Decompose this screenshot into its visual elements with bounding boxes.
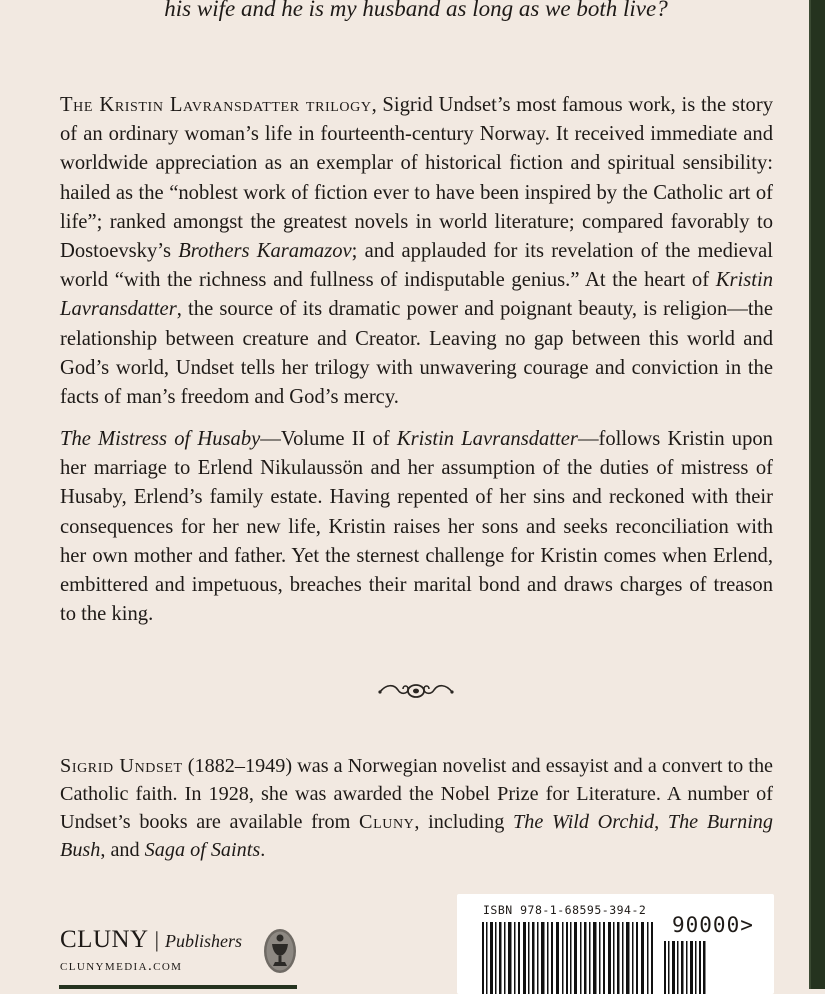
author-name: Sigrid Undset [60, 755, 183, 777]
book-title: The Wild Orchid [513, 811, 655, 833]
barcode-panel [457, 894, 774, 994]
trilogy-title: The Kristin Lavransdatter trilogy [60, 94, 372, 116]
author-bio [60, 752, 773, 864]
flourish-ornament-icon [378, 680, 454, 702]
chalice-emblem-icon [262, 927, 298, 975]
price-code: 90000> [672, 913, 754, 937]
description-text: , Sigrid Undset’s most famous work, is the story of an ordinary woman’s life in fourteenth-century Norway. It received immediate and worldwide appreciation as an exemplar of historical fiction and spiritual sensibility: hailed as the “noblest work of fiction ever to have been inspired by the Catholic art of life”; ranked amongst the greatest novels in world literature; compared favorably to Dostoevsky’s [60, 94, 774, 263]
description-text: , the source of its dramatic power and poignant beauty, is religion—the relationship between creature and Creator. Leaving no gap between this world and God’s world, Undset tells her trilogy with unwavering courage and conviction in the facts of man’s freedom and God’s mercy. [60, 298, 773, 409]
description-text: —follows Kristin upon her marriage to Erlend Nikulaussön and her assumption of the duties of mistress of Husaby, Erlend’s family estate. Having repented of her sins and reckoned with their consequences for her new life, Kristin raises her sons and seeks reconciliation with her own mother and father. Yet the sternest challenge for Kristin comes when Erlend, embittered and impetuous, breaches their marital bond and draws charges of treason to the king. [60, 428, 773, 626]
book-title: The Mistress of Husaby [60, 428, 261, 450]
description-paragraph-1 [60, 91, 773, 412]
description-paragraph-2 [60, 425, 773, 629]
book-title: Brothers Karamazov [178, 240, 352, 263]
book-title: The Burning Bush [60, 811, 773, 861]
publisher-separator: | [154, 927, 160, 952]
bio-text: , including [414, 811, 514, 833]
publisher-role: Publishers [165, 931, 243, 951]
isbn-number: ISBN 978-1-68595-394-2 [483, 903, 647, 917]
bio-text: , and [100, 839, 145, 861]
description-text: ; and applauded for its revelation of the medieval world “with the richness and fullness of indisputable genius.” At the heart of [60, 240, 773, 292]
description-text: —Volume II of [260, 428, 397, 450]
book-title: Saga of Saints [144, 839, 261, 861]
publisher-block [60, 926, 242, 975]
isbn-barcode-icon [482, 922, 657, 994]
publisher-mention: Cluny [359, 811, 415, 833]
bio-text: , [654, 811, 668, 833]
bio-text: (1882–1949) was a Norwegian novelist and essayist and a convert to the Catholic faith. In 1928, she was awarded the Nobel Prize for Literature. A number of Undset’s books are available from [60, 755, 773, 833]
top-quote: his wife and he is my husband as long as we both live? [164, 0, 668, 21]
spine-edge [809, 0, 825, 989]
publisher-url: clunymedia.com [60, 958, 183, 974]
book-title: Kristin Lavransdatter [60, 269, 773, 321]
book-title: Kristin Lavransdatter [396, 428, 578, 450]
publisher-name: CLUNY [60, 926, 149, 953]
bio-text: . [260, 839, 266, 861]
price-barcode-icon [664, 941, 706, 994]
publisher-rule [59, 985, 297, 989]
